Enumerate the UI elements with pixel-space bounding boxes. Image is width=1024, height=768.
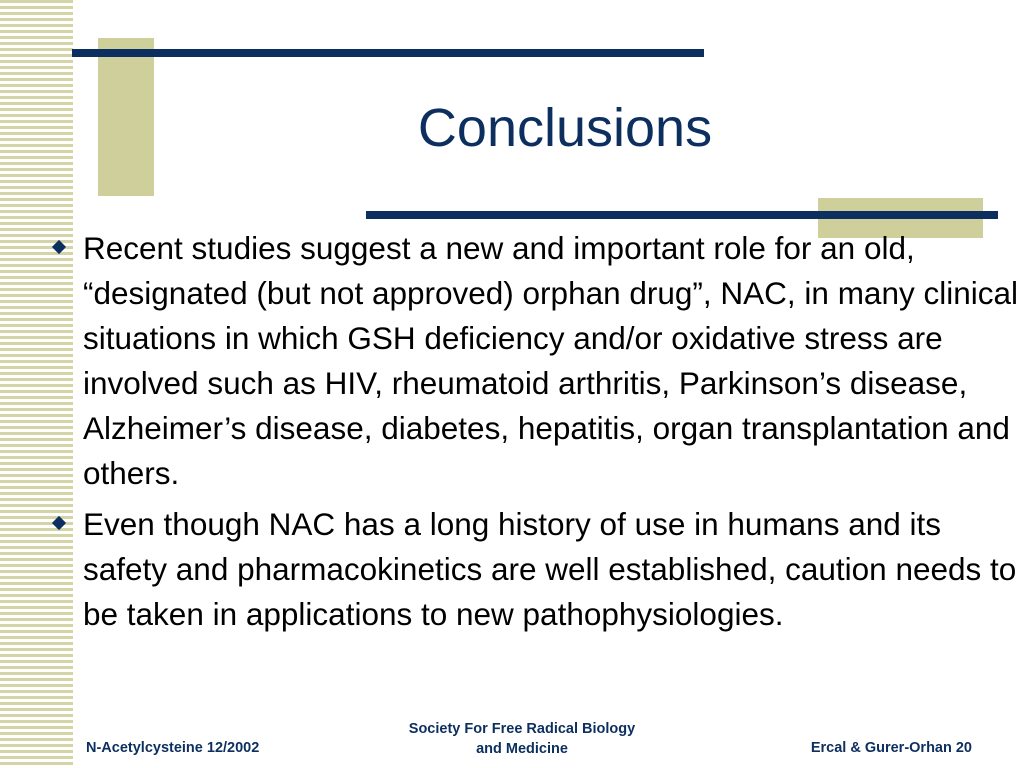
title-rule-bottom [366,211,998,219]
bullet-text: Even though NAC has a long history of use in humans and its safety and pharmacokinetics are well established, caution needs to be taken in applications to new pathophysiologies. [83,506,1017,632]
title-rule-top [72,49,704,57]
bullet-item [50,226,1020,496]
accent-block-left [98,38,154,196]
slide-title: Conclusions [417,98,713,158]
footer-center [372,719,672,759]
footer-right: Ercal & Gurer-Orhan 20 [810,740,972,756]
diamond-bullet-icon [52,240,66,254]
diamond-bullet-icon [52,516,66,530]
footer-center-line1: Society For Free Radical Biology [408,721,636,737]
bullet-item [50,502,1020,637]
footer-center-line2: and Medicine [476,741,568,757]
bullet-list [50,226,1020,643]
footer-left: N-Acetylcysteine 12/2002 [86,740,260,756]
bullet-text: Recent studies suggest a new and important role for an old, “designated (but not approved) orphan drug”, NAC, in many clinical situations in which GSH deficiency and/or oxidative stress are involved such as HIV, rheumatoid arthritis, Parkinson’s disease, Alzheimer’s disease, diabetes, hepatitis, organ transplantation and others. [83,230,1019,491]
